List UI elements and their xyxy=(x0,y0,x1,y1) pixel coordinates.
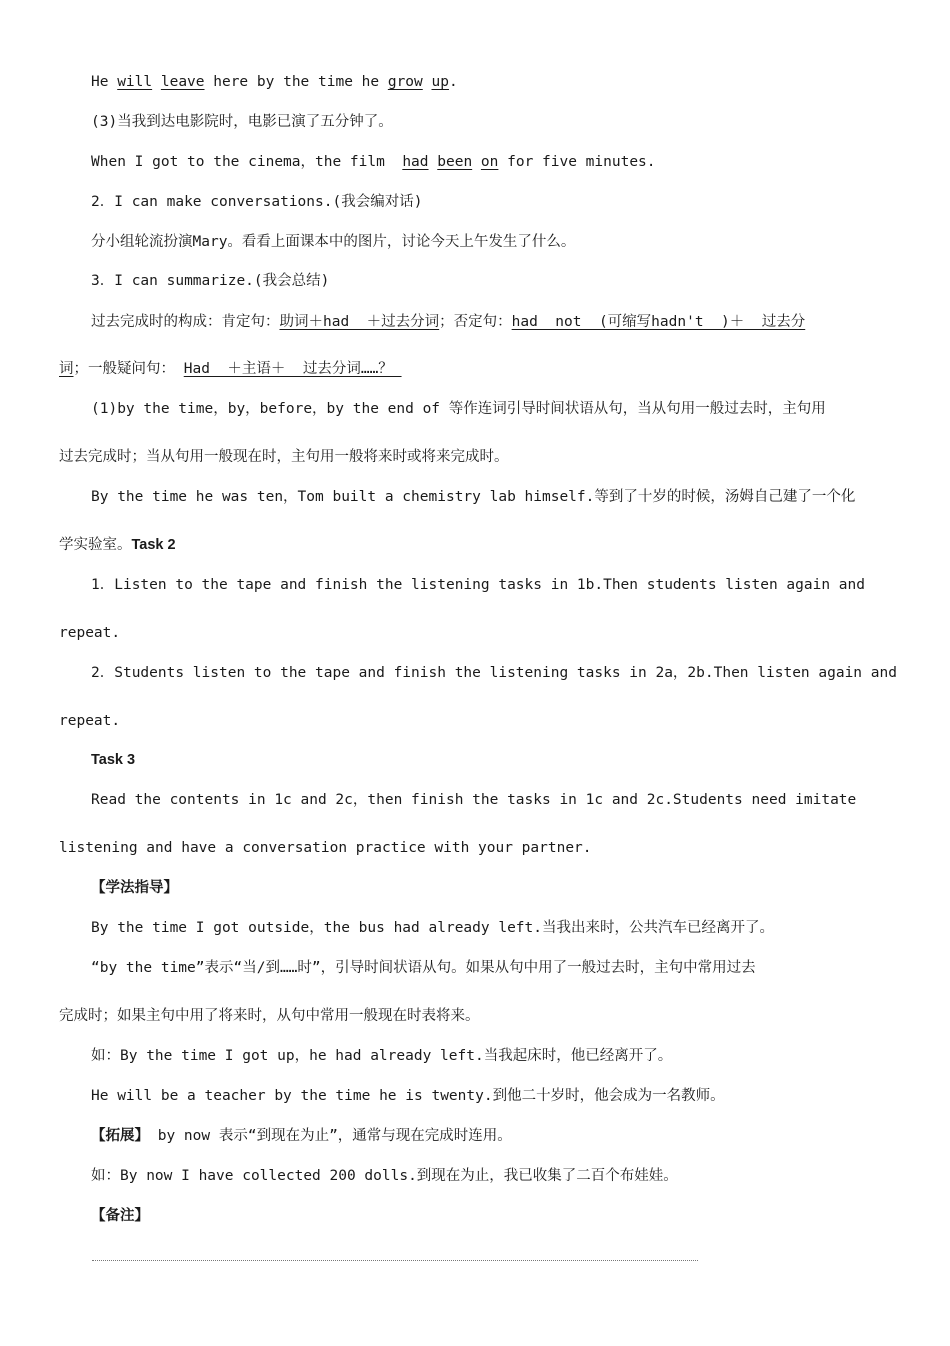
rule-paragraph-line2: 过去完成时；当从句用一般现在时，主句用一般将来时或将来完成时。 xyxy=(59,449,509,465)
answer-blank: had not (可缩写hadn't )＋ 过去分 xyxy=(511,314,806,330)
text xyxy=(429,154,438,170)
extension-note xyxy=(91,1125,512,1147)
answer-blank: on xyxy=(480,154,499,170)
exercise-3-prompt: (3)当我到达电影院时，电影已演了五分钟了。 xyxy=(91,114,393,130)
task-2-item-2-cont: repeat. xyxy=(59,713,121,729)
text: He xyxy=(91,74,118,90)
text xyxy=(152,74,161,90)
answer-blank: up xyxy=(431,74,449,90)
answer-blank: 助词＋had ＋过去分词 xyxy=(279,314,440,330)
rule-paragraph-line1: (1)by the time，by，before，by the end of 等作连词引导时间状语从句，当从句用一般过去时，主句用 xyxy=(91,401,826,417)
study-guide-rule-line2: 完成时；如果主句中用了将来时，从句中常用一般现在时表将来。 xyxy=(59,1008,480,1024)
study-guide-example-3: He will be a teacher by the time he is twenty.到他二十岁时，他会成为一名教师。 xyxy=(91,1088,725,1104)
task-2-heading: Task 2 xyxy=(131,537,176,553)
notes-writing-line xyxy=(92,1260,698,1261)
task-3-instruction-cont: listening and have a conversation practice with your partner. xyxy=(59,840,592,856)
task-2-item-1-cont: repeat. xyxy=(59,625,121,641)
section-3-heading: 3．I can summarize.(我会总结) xyxy=(91,273,330,289)
extension-example: 如：By now I have collected 200 dolls.到现在为止，我已收集了二百个布娃娃。 xyxy=(91,1168,678,1184)
notes-heading: 【备注】 xyxy=(91,1208,149,1224)
section-2-instruction: 分小组轮流扮演Mary。看看上面课本中的图片，讨论今天上午发生了什么。 xyxy=(91,234,576,250)
text: by now 表示“到现在为止”，通常与现在完成时连用。 xyxy=(149,1128,512,1144)
task-2-item-2: 2．Students listen to the tape and finish the listening tasks in 2a，2b.Then listen again and xyxy=(91,665,897,681)
answer-blank: Had ＋主语＋ 过去分词……？ xyxy=(183,361,402,377)
answer-blank: leave xyxy=(160,74,205,90)
study-guide-example: By the time I got outside，the bus had already left.当我出来时，公共汽车已经离开了。 xyxy=(91,920,774,936)
answer-blank: grow xyxy=(387,74,423,90)
answer-blank: been xyxy=(437,154,473,170)
task-2-item-1: 1．Listen to the tape and finish the listening tasks in 1b.Then students listen again and xyxy=(91,577,865,593)
task-3-instruction: Read the contents in 1c and 2c，then finish the tasks in 1c and 2c.Students need imitate xyxy=(91,792,857,808)
text: 过去完成时的构成：肯定句： xyxy=(91,314,280,330)
text xyxy=(472,154,481,170)
text: . xyxy=(448,74,458,90)
task-3-heading: Task 3 xyxy=(91,752,136,768)
past-perfect-structure-cont xyxy=(59,358,402,380)
answer-blank: had xyxy=(402,154,429,170)
study-guide-heading: 【学法指导】 xyxy=(91,880,178,896)
section-2-heading: 2．I can make conversations.(我会编对话) xyxy=(91,194,423,210)
example-sentence-cinema xyxy=(91,151,656,173)
answer-blank: will xyxy=(117,74,153,90)
text: When I got to the cinema，the film xyxy=(91,154,403,170)
text: ；一般疑问句： xyxy=(73,361,184,377)
example-sentence-tom-cont xyxy=(59,534,176,556)
past-perfect-structure xyxy=(91,311,892,333)
text: for five minutes. xyxy=(498,154,656,170)
extension-heading: 【拓展】 xyxy=(91,1128,149,1144)
text: here by the time he xyxy=(204,74,388,90)
text: ；否定句： xyxy=(439,314,512,330)
answer-blank: 词 xyxy=(59,361,74,377)
example-sentence-tom: By the time he was ten，Tom built a chemistry lab himself.等到了十岁的时候，汤姆自己建了一个化 xyxy=(91,489,856,505)
study-guide-rule-line1: “by the time”表示“当/到……时”，引导时间状语从句。如果从句中用了一般过去时，主句中常用过去 xyxy=(91,960,756,976)
text xyxy=(423,74,432,90)
example-sentence-will-leave xyxy=(91,71,458,93)
text: 学实验室。 xyxy=(59,537,132,553)
study-guide-example-2: 如：By the time I got up，he had already left.当我起床时，他已经离开了。 xyxy=(91,1048,673,1064)
